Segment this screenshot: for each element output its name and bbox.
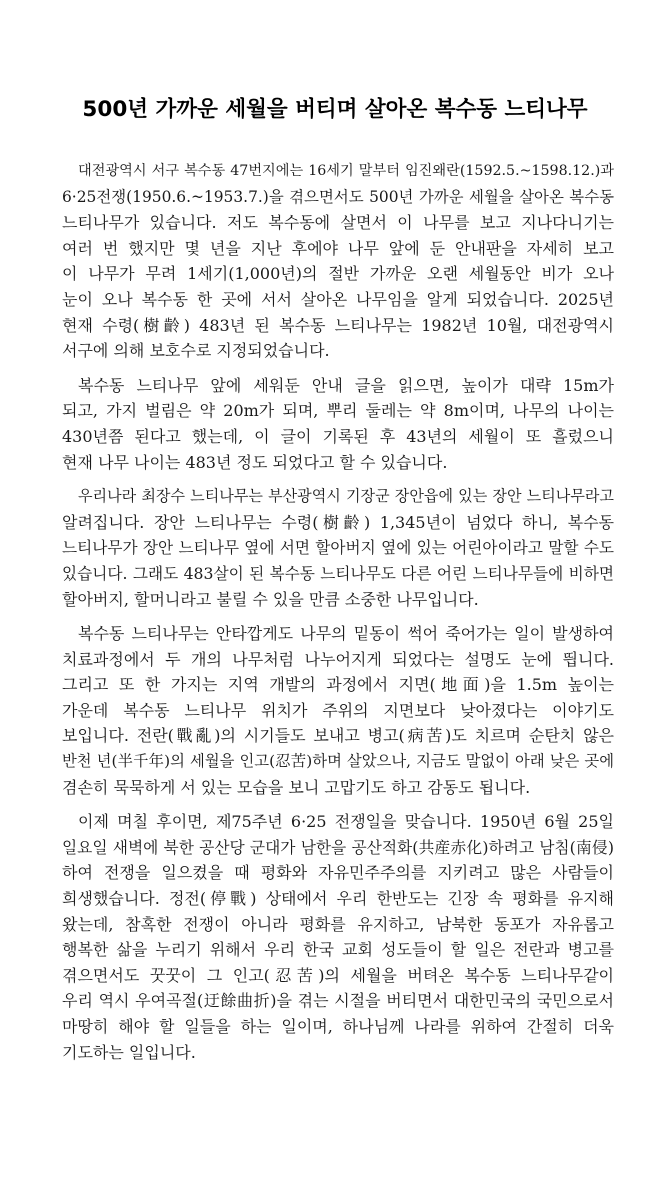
paragraph-line: 우리나라 최장수 느티나무는 부산광역시 기장군 장안읍에 있는 장안 느티나무라고 — [78, 487, 614, 506]
paragraph — [62, 484, 614, 612]
paragraph-line: 일요일 새벽에 북한 공산당 군대가 남한을 공산적화(共産赤化)하려고 남침(南侵) — [62, 837, 614, 857]
paragraph — [62, 373, 614, 475]
paragraph-line: 행복한 삶을 누리기 위해서 우리 한국 교회 성도들이 할 일은 전란과 병고를 — [62, 940, 614, 960]
paragraph-line: 하여 전쟁을 일으켰을 때 평화와 자유민주주의를 지키려고 많은 사람들이 — [62, 863, 614, 883]
paragraph-line: 할아버지, 할머니라고 불릴 수 있을 만큼 소중한 나무입니다. — [62, 589, 479, 609]
paragraph-line: 느티나무가 있습니다. 저도 복수동에 살면서 이 나무를 보고 지나다니기는 — [62, 213, 614, 233]
paragraph-line: 이 나무가 무려 1세기(1,000년)의 절반 가까운 오랜 세월동안 비가 오나 — [62, 264, 614, 284]
document-body — [62, 159, 614, 1074]
paragraph-line: 마땅히 해야 할 일들을 하는 일이며, 하나님께 나라를 위하여 간절히 더욱 — [62, 1017, 614, 1036]
paragraph-line: 겪으면서도 꿋꿋이 그 인고(忍苦)의 세월을 버텨온 복수동 느티나무같이 — [62, 965, 614, 985]
paragraph-line: 현재 수령(樹齡) 483년 된 복수동 느티나무는 1982년 10월, 대전광역시 — [62, 315, 614, 335]
document-title: 500년 가까운 세월을 버티며 살아온 복수동 느티나무 — [82, 97, 588, 122]
paragraph-line: 겸손히 묵묵하게 서 있는 모습을 보니 고맙기도 하고 감동도 됩니다. — [62, 777, 531, 797]
paragraph-line: 가운데 복수동 느티나무 위치가 주위의 지면보다 낮아졌다는 이야기도 — [62, 700, 614, 720]
paragraph-line: 그리고 또 한 가지는 지역 개발의 과정에서 지면(地面)을 1.5m 높이는 — [62, 675, 614, 695]
paragraph — [62, 159, 614, 364]
paragraph-line: 기도하는 일입니다. — [62, 1042, 196, 1062]
paragraph-line: 이제 며칠 후이면, 제75주년 6·25 전쟁일을 맞습니다. 1950년 6월 25일 — [78, 812, 614, 832]
paragraph-line: 치료과정에서 두 개의 나무처럼 나누어지게 되었다는 설명도 눈에 띕니다. — [62, 649, 614, 669]
paragraph-line: 6·25전쟁(1950.6.~1953.7.)을 겪으면서도 500년 가까운 세월을 살아온 복수동 — [62, 187, 614, 206]
paragraph-line: 있습니다. 그래도 483살이 된 복수동 느티나무도 다른 어린 느티나무들에 비하면 — [62, 563, 614, 583]
paragraph-line: 되고, 가지 벌림은 약 20m가 되며, 뿌리 둘레는 약 8m이며, 나무의 나이는 — [62, 401, 614, 421]
paragraph-line: 430년쯤 된다고 했는데, 이 글이 기록된 후 43년의 세월이 또 흘렀으니 — [62, 426, 614, 446]
paragraph-line: 느티나무가 장안 느티나무 옆에 서면 할아버지 옆에 있는 어린아이라고 말할 수도 — [62, 538, 614, 558]
paragraph-line: 현재 나무 나이는 483년 정도 되었다고 할 수 있습니다. — [62, 452, 448, 472]
paragraph-line: 왔는데, 참혹한 전쟁이 아니라 평화를 유지하고, 남북한 동포가 자유롭고 — [62, 914, 614, 934]
paragraph-line: 희생했습니다. 정전(停戰) 상태에서 우리 한반도는 긴장 속 평화를 유지해 — [62, 889, 614, 909]
paragraph-line: 우리 역시 우여곡절(迂餘曲折)을 겪는 시절을 버티면서 대한민국의 국민으로서 — [62, 991, 614, 1011]
paragraph-line: 눈이 오나 복수동 한 곳에 서서 살아온 나무임을 알게 되었습니다. 2025년 — [62, 289, 614, 309]
paragraph-line: 복수동 느티나무 앞에 세워둔 안내 글을 읽으면, 높이가 대략 15m가 — [78, 375, 614, 395]
paragraph-line: 대전광역시 서구 복수동 47번지에는 16세기 말부터 임진왜란(1592.5.~1598.12.)과 — [78, 163, 614, 179]
paragraph-line: 알려집니다. 장안 느티나무는 수령(樹齡) 1,345년이 넘었다 하니, 복수동 — [62, 512, 614, 532]
paragraph — [62, 809, 614, 1065]
paragraph-line: 반천 년(半千年)의 세월을 인고(忍苦)하며 살았으나, 지금도 말없이 아래 낮은 곳에 — [62, 752, 614, 771]
paragraph-line: 복수동 느티나무는 안타깝게도 나무의 밑동이 썩어 죽어가는 일이 발생하여 — [78, 624, 614, 644]
paragraph-line: 보입니다. 전란(戰亂)의 시기들도 보내고 병고(病苦)도 치르며 순탄치 않은 — [62, 726, 614, 746]
paragraph-line: 여러 번 했지만 몇 년을 지난 후에야 나무 앞에 둔 안내판을 자세히 보고 — [62, 238, 614, 258]
paragraph-line: 서구에 의해 보호수로 지정되었습니다. — [62, 341, 330, 361]
paragraph — [62, 621, 614, 800]
